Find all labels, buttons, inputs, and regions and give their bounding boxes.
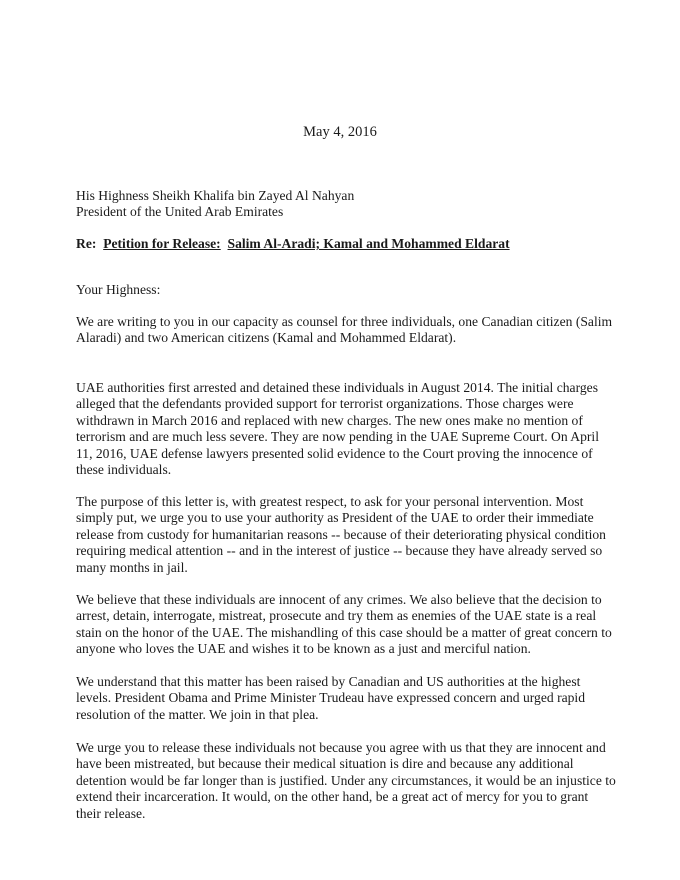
re-subject-part2: Salim Al-Aradi; Kamal and Mohammed Eldarat — [227, 236, 510, 251]
re-line — [76, 236, 616, 252]
recipient-name: His Highness Sheikh Khalifa bin Zayed Al Nahyan — [76, 188, 355, 203]
letter-date: May 4, 2016 — [303, 124, 377, 140]
salutation: Your Highness: — [76, 282, 161, 297]
paragraph-6: We urge you to release these individuals not because you agree with us that they are innocent and have been mistreated, but because their medical situation is dire and because any additional detention would be far longer than is justified. Under any circumstances, it would be an injustice to extend their incarceration. It would, on the other hand, be a great act of mercy for you to grant their release. — [76, 740, 616, 821]
re-label: Re: — [76, 236, 97, 251]
recipient-title: President of the United Arab Emirates — [76, 204, 284, 220]
paragraph-2: UAE authorities first arrested and detained these individuals in August 2014. The initial charges alleged that the defendants provided support for terrorist organizations. Those charges were withdrawn in March 2016 and replaced with new charges. The new ones make no mention of terrorism and are much less severe. They are now pending in the UAE Supreme Court. On April 11, 2016, UAE defense lawyers presented solid evidence to the Court proving the innocence of these individuals. — [76, 380, 599, 478]
paragraph-5: We understand that this matter has been raised by Canadian and US authorities at the highest levels. President Obama and Prime Minister Trudeau have expressed concern and urged rapid resolution of the matter. We join in that plea. — [76, 674, 586, 722]
paragraph-1: We are writing to you in our capacity as counsel for three individuals, one Canadian citizen (Salim Alaradi) and two American citizens (Kamal and Mohammed Eldarat). — [76, 314, 613, 346]
re-subject-part1: Petition for Release: — [103, 236, 221, 251]
paragraph-4: We believe that these individuals are innocent of any crimes. We also believe that the decision to arrest, detain, interrogate, mistreat, prosecute and try them as enemies of the UAE state is a real stain on the honor of the UAE. The mishandling of this case should be a matter of great concern to anyone who loves the UAE and wishes it to be known as a just and merciful nation. — [76, 592, 612, 657]
paragraph-3: The purpose of this letter is, with greatest respect, to ask for your personal intervention. Most simply put, we urge you to use your authority as President of the UAE to order their immediate release from custody for humanitarian reasons -- because of their deteriorating physical condition requiring medical attention -- and in the interest of justice -- because they have already served so many months in jail. — [76, 494, 606, 575]
recipient-block — [76, 188, 616, 221]
